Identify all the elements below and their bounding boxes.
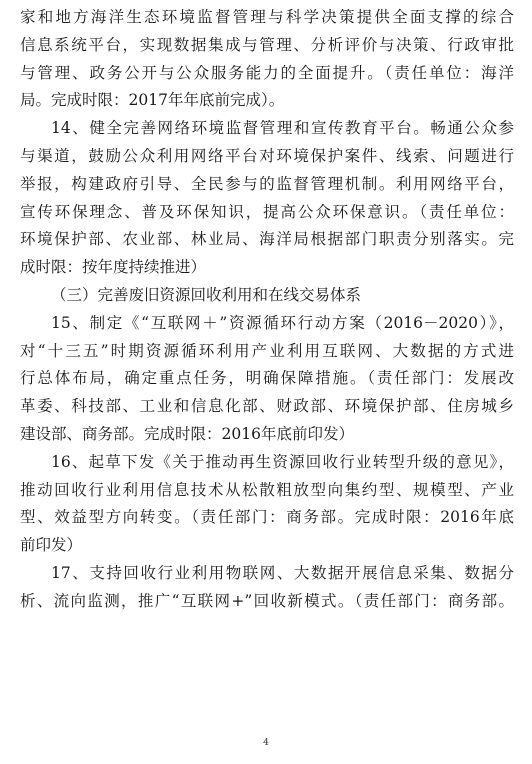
paragraph-15-start: 15、制定《“互联网＋”资源循环行动方案（2016－2020）》， (51, 313, 514, 332)
text-line: 成时限：按年度持续推进） (20, 258, 207, 277)
text-line: 建设部、商务部。完成时限：2016年底前印发） (20, 424, 354, 443)
text-line: 家和地方海洋生态环境监督管理与科学决策提供全面支撑的综合 (20, 8, 514, 26)
text-line: 局。完成时限：2017年年底前完成）。 (20, 91, 285, 110)
text-line: 行总体布局，确定重点任务，明确保障措施。（责任部门：发展改 (20, 369, 514, 388)
text-line: 举报，构建政府引导、全民参与的监督管理机制。利用网络平台， (20, 174, 514, 193)
text-line: 前印发） (20, 536, 83, 555)
document-body (20, 4, 514, 616)
page-number: 4 (263, 738, 269, 748)
text-line: 与管理、政务公开与公众服务能力的全面提升。（责任单位：海洋 (20, 63, 514, 82)
paragraph-16-start: 16、起草下发《关于推动再生资源回收行业转型升级的意见》， (51, 452, 514, 471)
text-line: 对“十三五”时期资源循环利用产业利用互联网、大数据的方式进 (20, 341, 514, 360)
text-line: 信息系统平台，实现数据集成与管理、分析评价与决策、行政审批 (20, 35, 514, 54)
text-line: 推动回收行业利用信息技术从松散粗放型向集约型、规模型、产业 (20, 480, 514, 499)
text-line: 与渠道，鼓励公众利用网络平台对环境保护案件、线索、问题进行 (20, 146, 514, 165)
text-line: 析、流向监测，推广“互联网+”回收新模式。（责任部门：商务部。 (20, 591, 514, 610)
paragraph-17-start: 17、支持回收行业利用物联网、大数据开展信息采集、数据分 (51, 563, 514, 582)
text-line: 型、效益型方向转变。（责任部门：商务部。完成时限：2016年底 (20, 508, 514, 527)
text-line: 环境保护部、农业部、林业局、海洋局根据部门职责分别落实。完 (20, 230, 514, 249)
text-line: 宣传环保理念、普及环保知识，提高公众环保意识。（责任单位： (20, 202, 514, 221)
section-heading: （三）完善废旧资源回收利用和在线交易体系 (51, 285, 362, 304)
text-line: 革委、科技部、工业和信息化部、财政部、环境保护部、住房城乡 (20, 397, 514, 416)
paragraph-14-start: 14、健全完善网络环境监督管理和宣传教育平台。畅通公众参 (51, 119, 514, 138)
